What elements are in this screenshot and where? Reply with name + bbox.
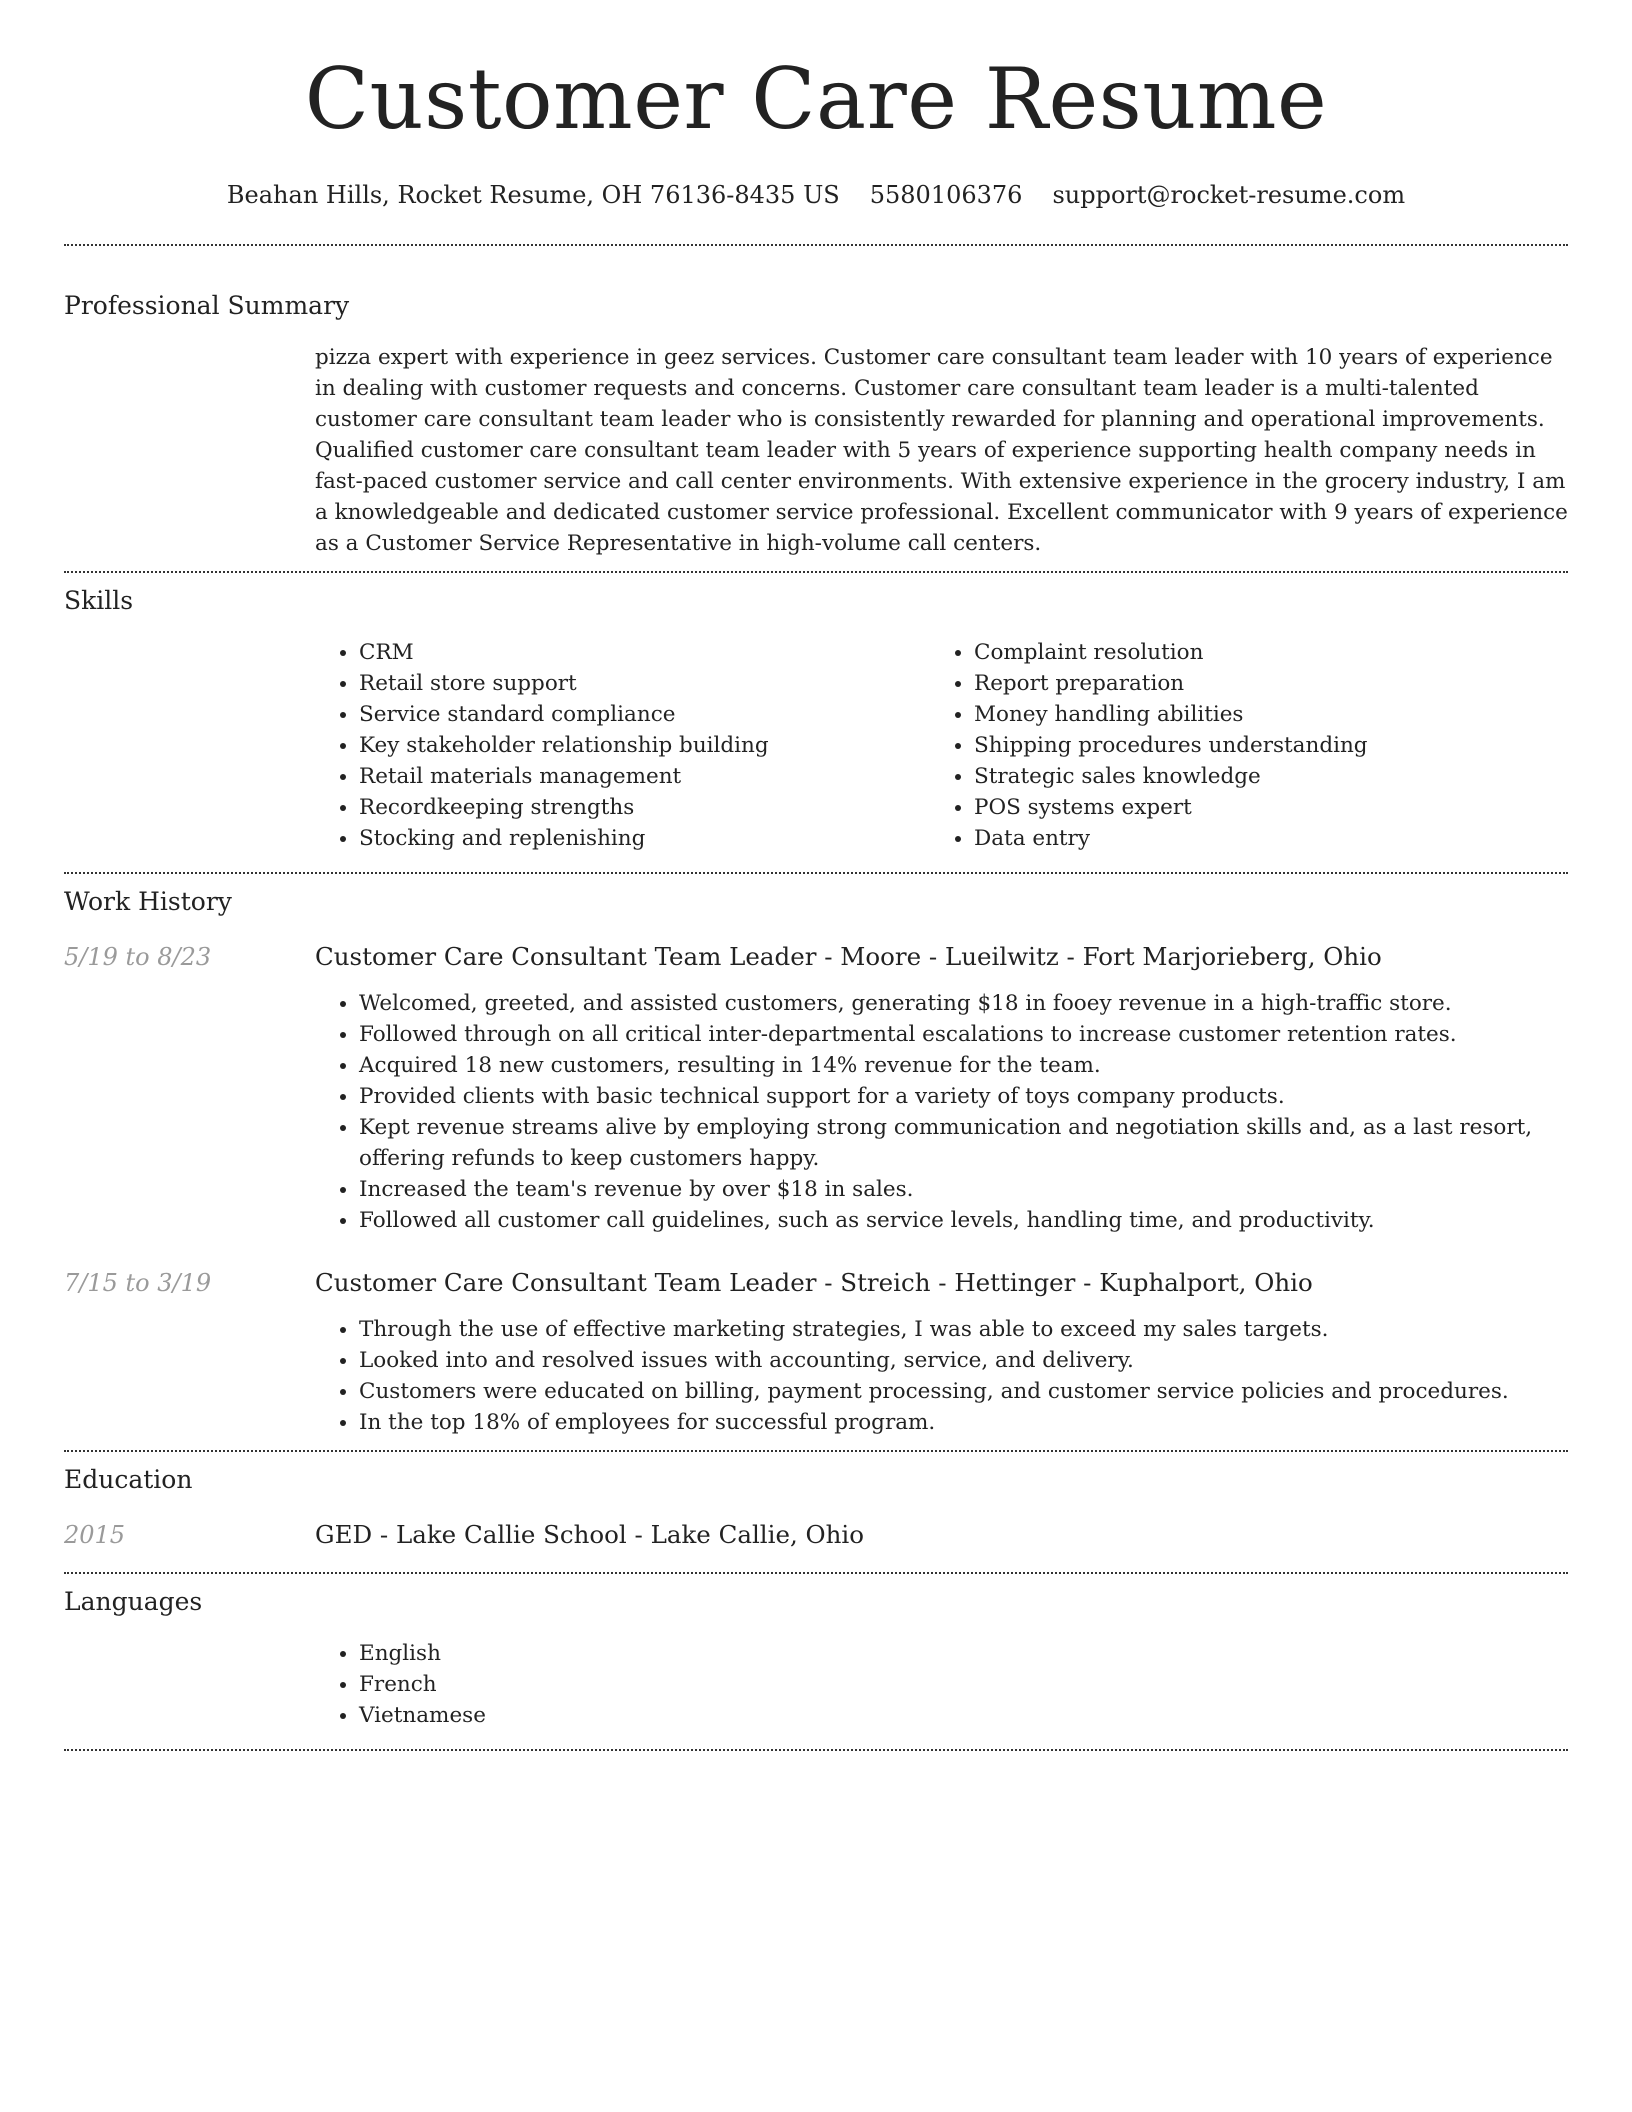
job-title: Customer Care Consultant Team Leader - Streich - Hettinger - Kuphalport, Ohio <box>315 1268 1313 1297</box>
languages-list <box>315 1638 1568 1731</box>
job-title: Customer Care Consultant Team Leader - Moore - Lueilwitz - Fort Marjorieberg, Ohio <box>315 942 1382 971</box>
section-divider <box>64 244 1568 246</box>
work-section <box>64 884 1568 1438</box>
language-item: • English <box>359 1638 1568 1669</box>
job-bullet: • In the top 18% of employees for successful program. <box>359 1407 1568 1438</box>
contact-address: Beahan Hills, Rocket Resume, OH 76136-8435 US <box>226 181 840 209</box>
job-dates: 7/15 to 3/19 <box>64 1269 212 1297</box>
skill-item: • Complaint resolution <box>974 637 1545 668</box>
summary-section <box>64 288 1568 559</box>
education-heading: Education <box>64 1465 193 1494</box>
summary-text: pizza expert with experience in geez services. Customer care consultant team leader with 10 years of experience in dealing with customer requests and concerns. Customer care consultant team leader is a multi-talented customer care consultant team leader who is consistently rewarded for planning and operational improvements. Qualified customer care consultant team leader with 5 years of experience supporting health company needs in fast-paced customer service and call center environments. With extensive experience in the grocery industry, I am a knowledgeable and dedicated customer service professional. Excellent communicator with 9 years of experience as a Customer Service Representative in high-volume call centers. <box>315 345 1568 556</box>
education-date: 2015 <box>64 1521 126 1549</box>
skill-item: • Key stakeholder relationship building <box>359 730 930 761</box>
work-heading: Work History <box>64 887 232 916</box>
summary-heading: Professional Summary <box>64 291 350 320</box>
section-divider <box>64 571 1568 573</box>
contact-email: support@rocket-resume.com <box>1052 181 1406 209</box>
section-divider <box>64 1572 1568 1574</box>
job-dates: 5/19 to 8/23 <box>64 943 212 971</box>
languages-section <box>64 1584 1568 1731</box>
section-divider <box>64 872 1568 874</box>
section-divider <box>64 1749 1568 1751</box>
job-bullet: • Provided clients with basic technical support for a variety of toys company products. <box>359 1081 1568 1112</box>
contact-line <box>64 178 1568 212</box>
job-bullet: • Followed through on all critical inter-departmental escalations to increase customer retention rates. <box>359 1019 1568 1050</box>
skill-item: • Retail store support <box>359 668 930 699</box>
resume-page <box>64 0 1568 1751</box>
skill-item: • Retail materials management <box>359 761 930 792</box>
job-bullet: • Followed all customer call guidelines, such as service levels, handling time, and productivity. <box>359 1205 1568 1236</box>
job-bullet: • Looked into and resolved issues with accounting, service, and delivery. <box>359 1345 1568 1376</box>
skills-list-left <box>315 637 930 854</box>
contact-phone: 5580106376 <box>869 181 1023 209</box>
job-bullet: • Kept revenue streams alive by employing strong communication and negotiation skills and, as a last resort, offering refunds to keep customers happy. <box>359 1112 1568 1174</box>
education-section <box>64 1462 1568 1552</box>
education-entry <box>64 1518 1568 1552</box>
job-bullets <box>315 1314 1568 1438</box>
job-bullet: • Welcomed, greeted, and assisted customers, generating $18 in fooey revenue in a high-traffic store. <box>359 988 1568 1019</box>
skills-heading: Skills <box>64 586 134 615</box>
skills-list-right <box>930 637 1545 854</box>
skill-item: • Data entry <box>974 823 1545 854</box>
skill-item: • POS systems expert <box>974 792 1545 823</box>
skill-item: • Money handling abilities <box>974 699 1545 730</box>
skills-grid <box>315 637 1568 854</box>
skill-item: • Stocking and replenishing <box>359 823 930 854</box>
language-item: • Vietnamese <box>359 1700 1568 1731</box>
resume-title: Customer Care Resume <box>304 50 1328 148</box>
education-title: GED - Lake Callie School - Lake Callie, Ohio <box>315 1520 864 1549</box>
skill-item: • Report preparation <box>974 668 1545 699</box>
language-item: • French <box>359 1669 1568 1700</box>
job-entry <box>64 940 1568 1236</box>
job-bullet: • Customers were educated on billing, payment processing, and customer service policies and procedures. <box>359 1376 1568 1407</box>
skill-item: • CRM <box>359 637 930 668</box>
languages-heading: Languages <box>64 1587 203 1616</box>
job-bullets <box>315 988 1568 1236</box>
job-bullet: • Through the use of effective marketing strategies, I was able to exceed my sales targets. <box>359 1314 1568 1345</box>
job-bullet: • Increased the team's revenue by over $18 in sales. <box>359 1174 1568 1205</box>
section-divider <box>64 1450 1568 1452</box>
skills-section <box>64 583 1568 854</box>
skill-item: • Strategic sales knowledge <box>974 761 1545 792</box>
job-bullet: • Acquired 18 new customers, resulting in 14% revenue for the team. <box>359 1050 1568 1081</box>
skill-item: • Recordkeeping strengths <box>359 792 930 823</box>
skill-item: • Shipping procedures understanding <box>974 730 1545 761</box>
skill-item: • Service standard compliance <box>359 699 930 730</box>
job-entry <box>64 1266 1568 1438</box>
